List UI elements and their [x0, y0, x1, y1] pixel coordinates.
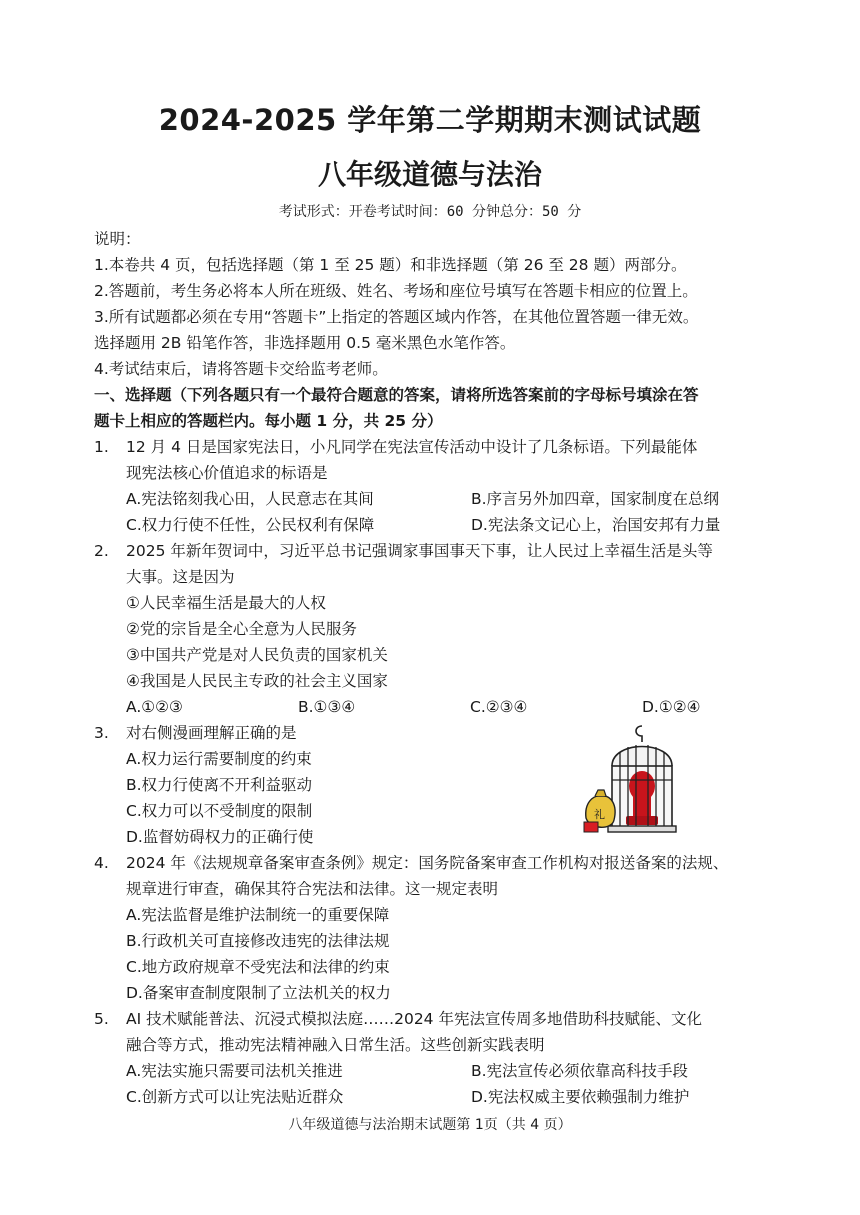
option-a: A.权力运行需要制度的约束	[126, 750, 312, 768]
option-row	[94, 512, 784, 538]
option-row	[94, 694, 784, 720]
option-c: C.②③④	[470, 698, 528, 716]
question-stem: 2024 年《法规规章备案审查条例》规定：国务院备案审查工作机构对报送备案的法规、	[126, 854, 729, 872]
option-d: D.监督妨碍权力的正确行使	[126, 828, 314, 846]
question-5	[94, 1006, 784, 1032]
statement: ②党的宗旨是全心全意为人民服务	[126, 620, 357, 638]
birdcage-cartoon-image	[582, 722, 692, 840]
question-stem: 规章进行审查，确保其符合宪法和法律。这一规定表明	[126, 880, 499, 898]
option-a: A.宪法铭刻我心田，人民意志在其间	[126, 490, 374, 508]
exam-info: 考试形式：开卷考试时间：60 分钟总分：50 分	[278, 204, 582, 220]
question-stem: 2025 年新年贺词中，习近平总书记强调家事国事天下事，让人民过上幸福生活是头等	[126, 542, 713, 560]
exam-title: 2024-2025 学年第二学期期末测试试题	[158, 103, 702, 137]
question-stem: AI 技术赋能普法、沉浸式模拟法庭……2024 年宪法宣传周多地借助科技赋能、文化	[126, 1010, 702, 1028]
option-b: B.宪法宣传必须依靠高科技手段	[471, 1062, 689, 1080]
statement: ④我国是人民民主专政的社会主义国家	[126, 672, 388, 690]
question-number: 4.	[94, 854, 109, 872]
page-footer: 八年级道德与法治期末试题第 1页（共 4 页）	[288, 1117, 572, 1133]
question-number: 2.	[94, 542, 109, 560]
question-3-block	[94, 720, 784, 850]
option-b: B.序言另外加四章，国家制度在总纲	[471, 490, 720, 508]
option-row	[94, 486, 784, 512]
option-row	[94, 1058, 784, 1084]
option-d: D.备案审查制度限制了立法机关的权力	[126, 984, 391, 1002]
question-4	[94, 850, 784, 876]
option-c: C.权力行使不任性，公民权利有保障	[126, 516, 375, 534]
question-number: 3.	[94, 724, 109, 742]
option-c: C.创新方式可以让宪法贴近群众	[126, 1088, 344, 1106]
statement: ①人民幸福生活是最大的人权	[126, 594, 326, 612]
option-b: B.权力行使离不开利益驱动	[126, 776, 313, 794]
option-d: D.宪法权威主要依赖强制力维护	[471, 1088, 690, 1106]
bag-label: 礼	[594, 808, 605, 821]
instructions-heading: 说明：	[94, 230, 141, 248]
option-c: C.地方政府规章不受宪法和法律的约束	[126, 958, 390, 976]
question-number: 1.	[94, 438, 109, 456]
option-d: D.①②④	[642, 698, 701, 716]
option-a: A.宪法监督是维护法制统一的重要保障	[126, 906, 390, 924]
instruction-item: 选择题用 2B 铅笔作答，非选择题用 0.5 毫米黑色水笔作答。	[94, 334, 516, 352]
instruction-item: 2.答题前，考生务必将本人所在班级、姓名、考场和座位号填写在答题卡相应的位置上。	[94, 282, 698, 300]
question-1	[94, 434, 784, 460]
section-heading: 一、选择题（下列各题只有一个最符合题意的答案，请将所选答案前的字母标号填涂在答	[94, 386, 699, 404]
option-a: A.宪法实施只需要司法机关推进	[126, 1062, 343, 1080]
instruction-item: 1.本卷共 4 页，包括选择题（第 1 至 25 题）和非选择题（第 26 至 28 题）两部分。	[94, 256, 687, 274]
option-c: C.权力可以不受制度的限制	[126, 802, 313, 820]
question-2	[94, 538, 784, 564]
question-stem: 对右侧漫画理解正确的是	[126, 724, 297, 742]
statement: ③中国共产党是对人民负责的国家机关	[126, 646, 388, 664]
question-number: 5.	[94, 1010, 109, 1028]
option-row	[94, 1084, 784, 1110]
option-b: B.行政机关可直接修改违宪的法律法规	[126, 932, 390, 950]
option-a: A.①②③	[126, 698, 183, 716]
exam-content	[94, 226, 784, 1110]
question-stem: 融合等方式，推动宪法精神融入日常生活。这些创新实践表明	[126, 1036, 545, 1054]
question-stem: 现宪法核心价值追求的标语是	[126, 464, 328, 482]
instruction-item: 3.所有试题都必须在专用“答题卡”上指定的答题区域内作答，在其他位置答题一律无效。	[94, 308, 699, 326]
instruction-item: 4.考试结束后，请将答题卡交给监考老师。	[94, 360, 388, 378]
question-stem: 大事。这是因为	[126, 568, 235, 586]
exam-subject: 八年级道德与法治	[317, 158, 542, 191]
question-stem: 12 月 4 日是国家宪法日，小凡同学在宪法宣传活动中设计了几条标语。下列最能体	[126, 438, 698, 456]
section-heading: 题卡上相应的答题栏内。每小题 1 分，共 25 分）	[94, 412, 443, 430]
option-b: B.①③④	[298, 698, 356, 716]
option-d: D.宪法条文记心上，治国安邦有力量	[471, 516, 721, 534]
